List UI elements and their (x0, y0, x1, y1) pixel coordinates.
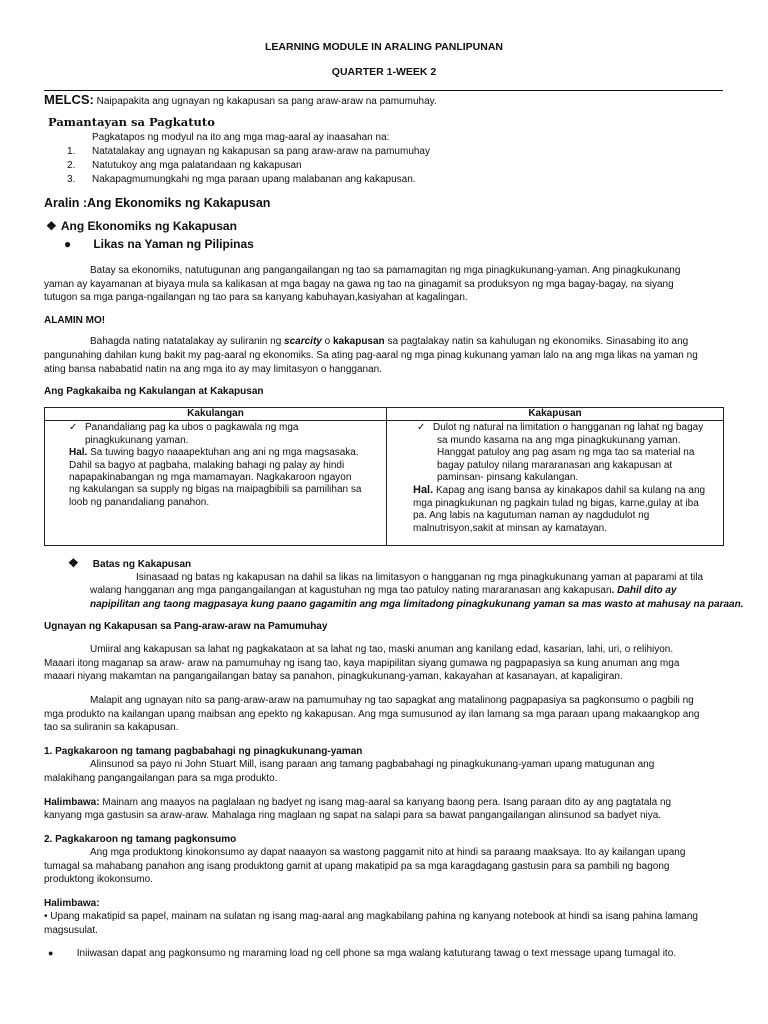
batas-line-2-text: walang hangganan ang mga pangangailangan at kagustuhan ng mga tao patuloy nating mararanasan ang kakapusan (90, 585, 612, 596)
pamantayan-item-2: Natutukoy ang mga palatandaan ng kakapusan (92, 160, 302, 171)
ugnayan-p1-line-2: Maaari itong maganap sa araw- araw na pamumuhay ng isang tao, kaya mapipilitan siyang gumawa ng pagpapasiya sa kung anuman ang mga (44, 658, 680, 669)
ugnayan-p2-line-3: tao sa suliranin sa kakapusan. (44, 722, 179, 733)
melcs-line (44, 93, 437, 108)
alamin-line-1 (90, 335, 688, 348)
pagkakaiba-heading: Ang Pagkakaiba ng Kakulangan at Kakapusan (44, 386, 264, 397)
kakulangan-hal-row (69, 447, 382, 459)
pamantayan-num-2: 2. (67, 160, 76, 171)
alamin-line-1-pre: Bahagda nating natatalakay ay suliranin ng (90, 336, 285, 347)
pamantayan-item-3: Nakapagmumungkahi ng mga paraan upang malabanan ang kakapusan. (92, 174, 416, 185)
pamantayan-item-1: Natatalakay ang ugnayan ng kakapusan sa pang araw-araw na pamumuhay (92, 146, 430, 157)
batas-line-3 (90, 598, 743, 611)
item1-hal-line-1 (44, 796, 671, 809)
ugnayan-p2-line-1: Malapit ang ugnayan nito sa pang-araw-araw na pamumuhay ng tao sapagkat ang matalinong pagpapasiya sa pagkonsumo o pagbili ng (90, 695, 694, 706)
kakulangan-line-2: pinagkukunang yaman. (85, 434, 189, 446)
kakulangan-hal-line-1: Sa tuwing bagyo naaapektuhan ang ani ng mga magsasaka. (90, 447, 359, 459)
kakapusan-hal-line-3: pa. Ang labis na kagutuman naman ay nagdudulot ng (413, 510, 650, 522)
item2-line-1: Ang mga produktong kinokonsumo ay dapat naaayon sa wastong paggamit nito at hindi sa paraang maaksaya. Ito ay kailangan upang (90, 847, 686, 858)
batas-heading-row (68, 557, 191, 571)
item1-heading: 1. Pagkakaroon ng tamang pagbabahagi ng pinagkukunang-yaman (44, 746, 363, 757)
module-title: LEARNING MODULE IN ARALING PANLIPUNAN (265, 41, 503, 53)
header-divider (44, 90, 723, 91)
alamin-scarcity: scarcity (284, 336, 322, 347)
aralin-subheading-row (46, 220, 237, 233)
item2-hal-line-1: • Upang makatipid sa papel, mainam na sulatan ng isang mag-aaral ang magkabilang pahina ng kanyang notebook at hindi sa isang pahina lamang (44, 911, 698, 922)
batas-line-3-italic: napipilitan ang taong magpasaya kung paano gagamitin ang mga limitadong pinagkukunang yaman sa mas wasto at mahusay na paraan. (90, 599, 744, 610)
kakapusan-hal-line-4: malnutrisyon,sakit at minsan ay kamatayan. (413, 522, 607, 534)
pamantayan-num-1: 1. (67, 146, 76, 157)
alamin-line-1-post: sa pagtalakay natin sa kahulugan ng ekonomiks. Sinasabing ito ang (384, 336, 689, 347)
item1-hal-line-2: kanyang mga gastusin sa araw-araw. Mahalaga ring maglaan ng sapat na salapi para sa bawat pangangailangan alinsunod sa badyet niya. (44, 810, 662, 821)
item1-hal-label: Halimbawa: (44, 797, 100, 808)
aralin-para-line-3: tutugon sa mga panga-ngailangan ng tao para sa kanyang kabuhayan,kasiyahan at kagalingan. (44, 292, 468, 303)
check-icon: ✓ (69, 422, 78, 434)
item2-hal-line-2: magsusulat. (44, 925, 98, 936)
kakulangan-hal-line-5: loob ng panandaliang panahon. (69, 496, 210, 508)
alamin-kakapusan: kakapusan (332, 336, 385, 347)
kakapusan-hal-line-1: Kapag ang isang bansa ay kinakapos dahil sa kulang na ang (435, 485, 706, 497)
diamond-bullet-icon: ❖ (68, 556, 79, 570)
comparison-header-row (45, 408, 724, 421)
bullet-dot-icon: ● (64, 237, 72, 251)
aralin-para-line-1: Batay sa ekonomiks, natutugunan ang pangangailangan ng tao sa pamamagitan ng mga pinagkukunang-yaman. Ang pinagkukunang (90, 265, 681, 276)
kakapusan-hal-line-2: mga pinagkukunan ng pagkain tulad ng bigas, karne,gulay at iba (413, 497, 699, 509)
kakapusan-line-1: Dulot ng natural na limitation o hangganan ng lahat ng bagay (433, 422, 704, 434)
kakulangan-hal-label: Hal. (69, 447, 88, 459)
col-header-kakapusan: Kakapusan (387, 408, 724, 421)
pamantayan-heading: Pamantayan sa Pagkatuto (48, 115, 215, 129)
likas-row (64, 238, 254, 251)
melcs-label: MELCS: (44, 92, 94, 107)
aralin-heading: Aralin :Ang Ekonomiks ng Kakapusan (44, 196, 271, 210)
comparison-body-row (45, 421, 724, 546)
ugnayan-p1-line-3: maaari niyang makamtan na pangangailangan batay sa panahon, pinagkukunang-yaman, kakayahan at kasanayan, at kapaligiran. (44, 671, 623, 682)
alamin-line-3: ating bansa nababatid natin na ang mga ito ay may limitasyon o hangganan. (44, 364, 383, 375)
likas-heading: Likas na Yaman ng Pilipinas (93, 237, 254, 251)
comparison-table (44, 407, 724, 546)
kakapusan-hal-row (413, 484, 719, 497)
kakulangan-line-1: Panandaliang pag ka ubos o pagkawala ng mga (85, 422, 299, 434)
item1-line-1: Alinsunod sa payo ni John Stuart Mill, isang paraan ang tamang pagbabahagi ng pinagkukunang-yaman upang matugunan ang (90, 759, 655, 770)
item1-hal-text-1: Mainam ang maayos na paglalaan ng badyet ng isang mag-aaral sa kanyang baong pera. Isang paraan dito ay ang pagtatala ng (102, 797, 672, 808)
item2-bullet-row (48, 947, 676, 960)
item1-line-2: malakihang pangangailangan para sa mga produkto. (44, 773, 278, 784)
kakapusan-hal-label: Hal. (413, 484, 434, 497)
kakapusan-line-2: sa mundo kasama na ang mga pinagkukunang yaman. (437, 434, 681, 446)
kakapusan-line-4: bagay patuloy nilang mararanasan ang kakapusan at (437, 459, 673, 471)
kakulangan-hal-line-3: napapakinabangan ng mga mamamayan. Nagkakaroon ngayon (69, 472, 352, 484)
alamin-line-2: pangunahing dahilan kung bakit my pag-aaral ng ekonomiks. Sa ating pag-aaral ng mga pinag kukunang yaman lalo na ang mga likas na yaman ng (44, 350, 698, 361)
kakapusan-cell (387, 421, 724, 546)
alamin-heading: ALAMIN MO! (44, 315, 106, 326)
kakulangan-cell (45, 421, 387, 546)
batas-line-2 (90, 584, 677, 597)
batas-line-1: Isinasaad ng batas ng kakapusan na dahil sa likas na limitasyon o hangganan ng mga pinagkukunang yaman at paparami at tila (136, 572, 704, 583)
aralin-subheading: Ang Ekonomiks ng Kakapusan (60, 219, 237, 233)
batas-heading: Batas ng Kakapusan (92, 559, 192, 570)
ugnayan-p1-line-1: Umiiral ang kakapusan sa lahat ng pagkakataon at sa lahat ng tao, maski anuman ang kanilang edad, kasarian, lahi, uri, o relihiyon. (90, 644, 674, 655)
col-header-kakulangan: Kakulangan (45, 408, 387, 421)
kakapusan-line-3: Hanggat patuloy ang pag asam ng mga tao sa material na (437, 447, 695, 459)
alamin-o: o (321, 336, 333, 347)
melcs-text: Naipapakita ang ugnayan ng kakapusan sa pang araw-araw na pamumuhay. (96, 96, 437, 107)
diamond-bullet-icon: ❖ (46, 219, 57, 233)
batas-line-2-italic: Dahil dito ay (617, 585, 677, 596)
pamantayan-num-3: 3. (67, 174, 76, 185)
item2-heading: 2. Pagkakaroon ng tamang pagkonsumo (44, 834, 237, 845)
item2-hal-label: Halimbawa: (44, 898, 100, 909)
ugnayan-p2-line-2: mga produkto na kailangan upang maibsan ang epekto ng kakapusan. Ang mga sumusunod ay ilan lamang sa mga paraan upang makaangkop ang (44, 709, 700, 720)
kakapusan-line-1-row (417, 422, 719, 434)
pamantayan-intro: Pagkatapos ng modyul na ito ang mga mag-aaral ay inaasahan na: (92, 132, 390, 143)
kakapusan-line-5: paminsan- pinsang kakulangan. (437, 472, 579, 484)
aralin-para-line-2: yaman ay kayamanan at biyaya mula sa kalikasan at mga bagay na gawa ng tao na ginagamit sa produksyon ng mga bagay-bagay, na siyang (44, 279, 674, 290)
item2-bullet-text: Iniiwasan dapat ang pagkonsumo ng maraming load ng cell phone sa mga walang katuturang tawag o text message upang tumagal ito. (76, 948, 677, 959)
kakulangan-hal-line-4: ng kakulangan sa supply ng bigas na maipagbibili sa pamilihan sa (69, 484, 362, 496)
item2-line-3: produktong ikokonsumo. (44, 874, 153, 885)
module-quarter: QUARTER 1-WEEK 2 (331, 66, 437, 78)
kakulangan-hal-line-2: Dahil sa bagyo at pagbaha, malaking bahagi ng palay ay hindi (69, 459, 345, 471)
bullet-dot-icon: ● (48, 948, 54, 958)
item2-line-2: tumagal sa mahabang panahon ang isang produktong gamit at upang makatipid pa sa mga karagdagang gastusin para sa pambili ng bagong (44, 861, 670, 872)
kakulangan-line-1-row (69, 422, 382, 434)
batas-line-2-dot: . (611, 585, 618, 596)
check-icon: ✓ (417, 422, 426, 434)
ugnayan-heading: Ugnayan ng Kakapusan sa Pang-araw-araw na Pamumuhay (44, 621, 328, 632)
